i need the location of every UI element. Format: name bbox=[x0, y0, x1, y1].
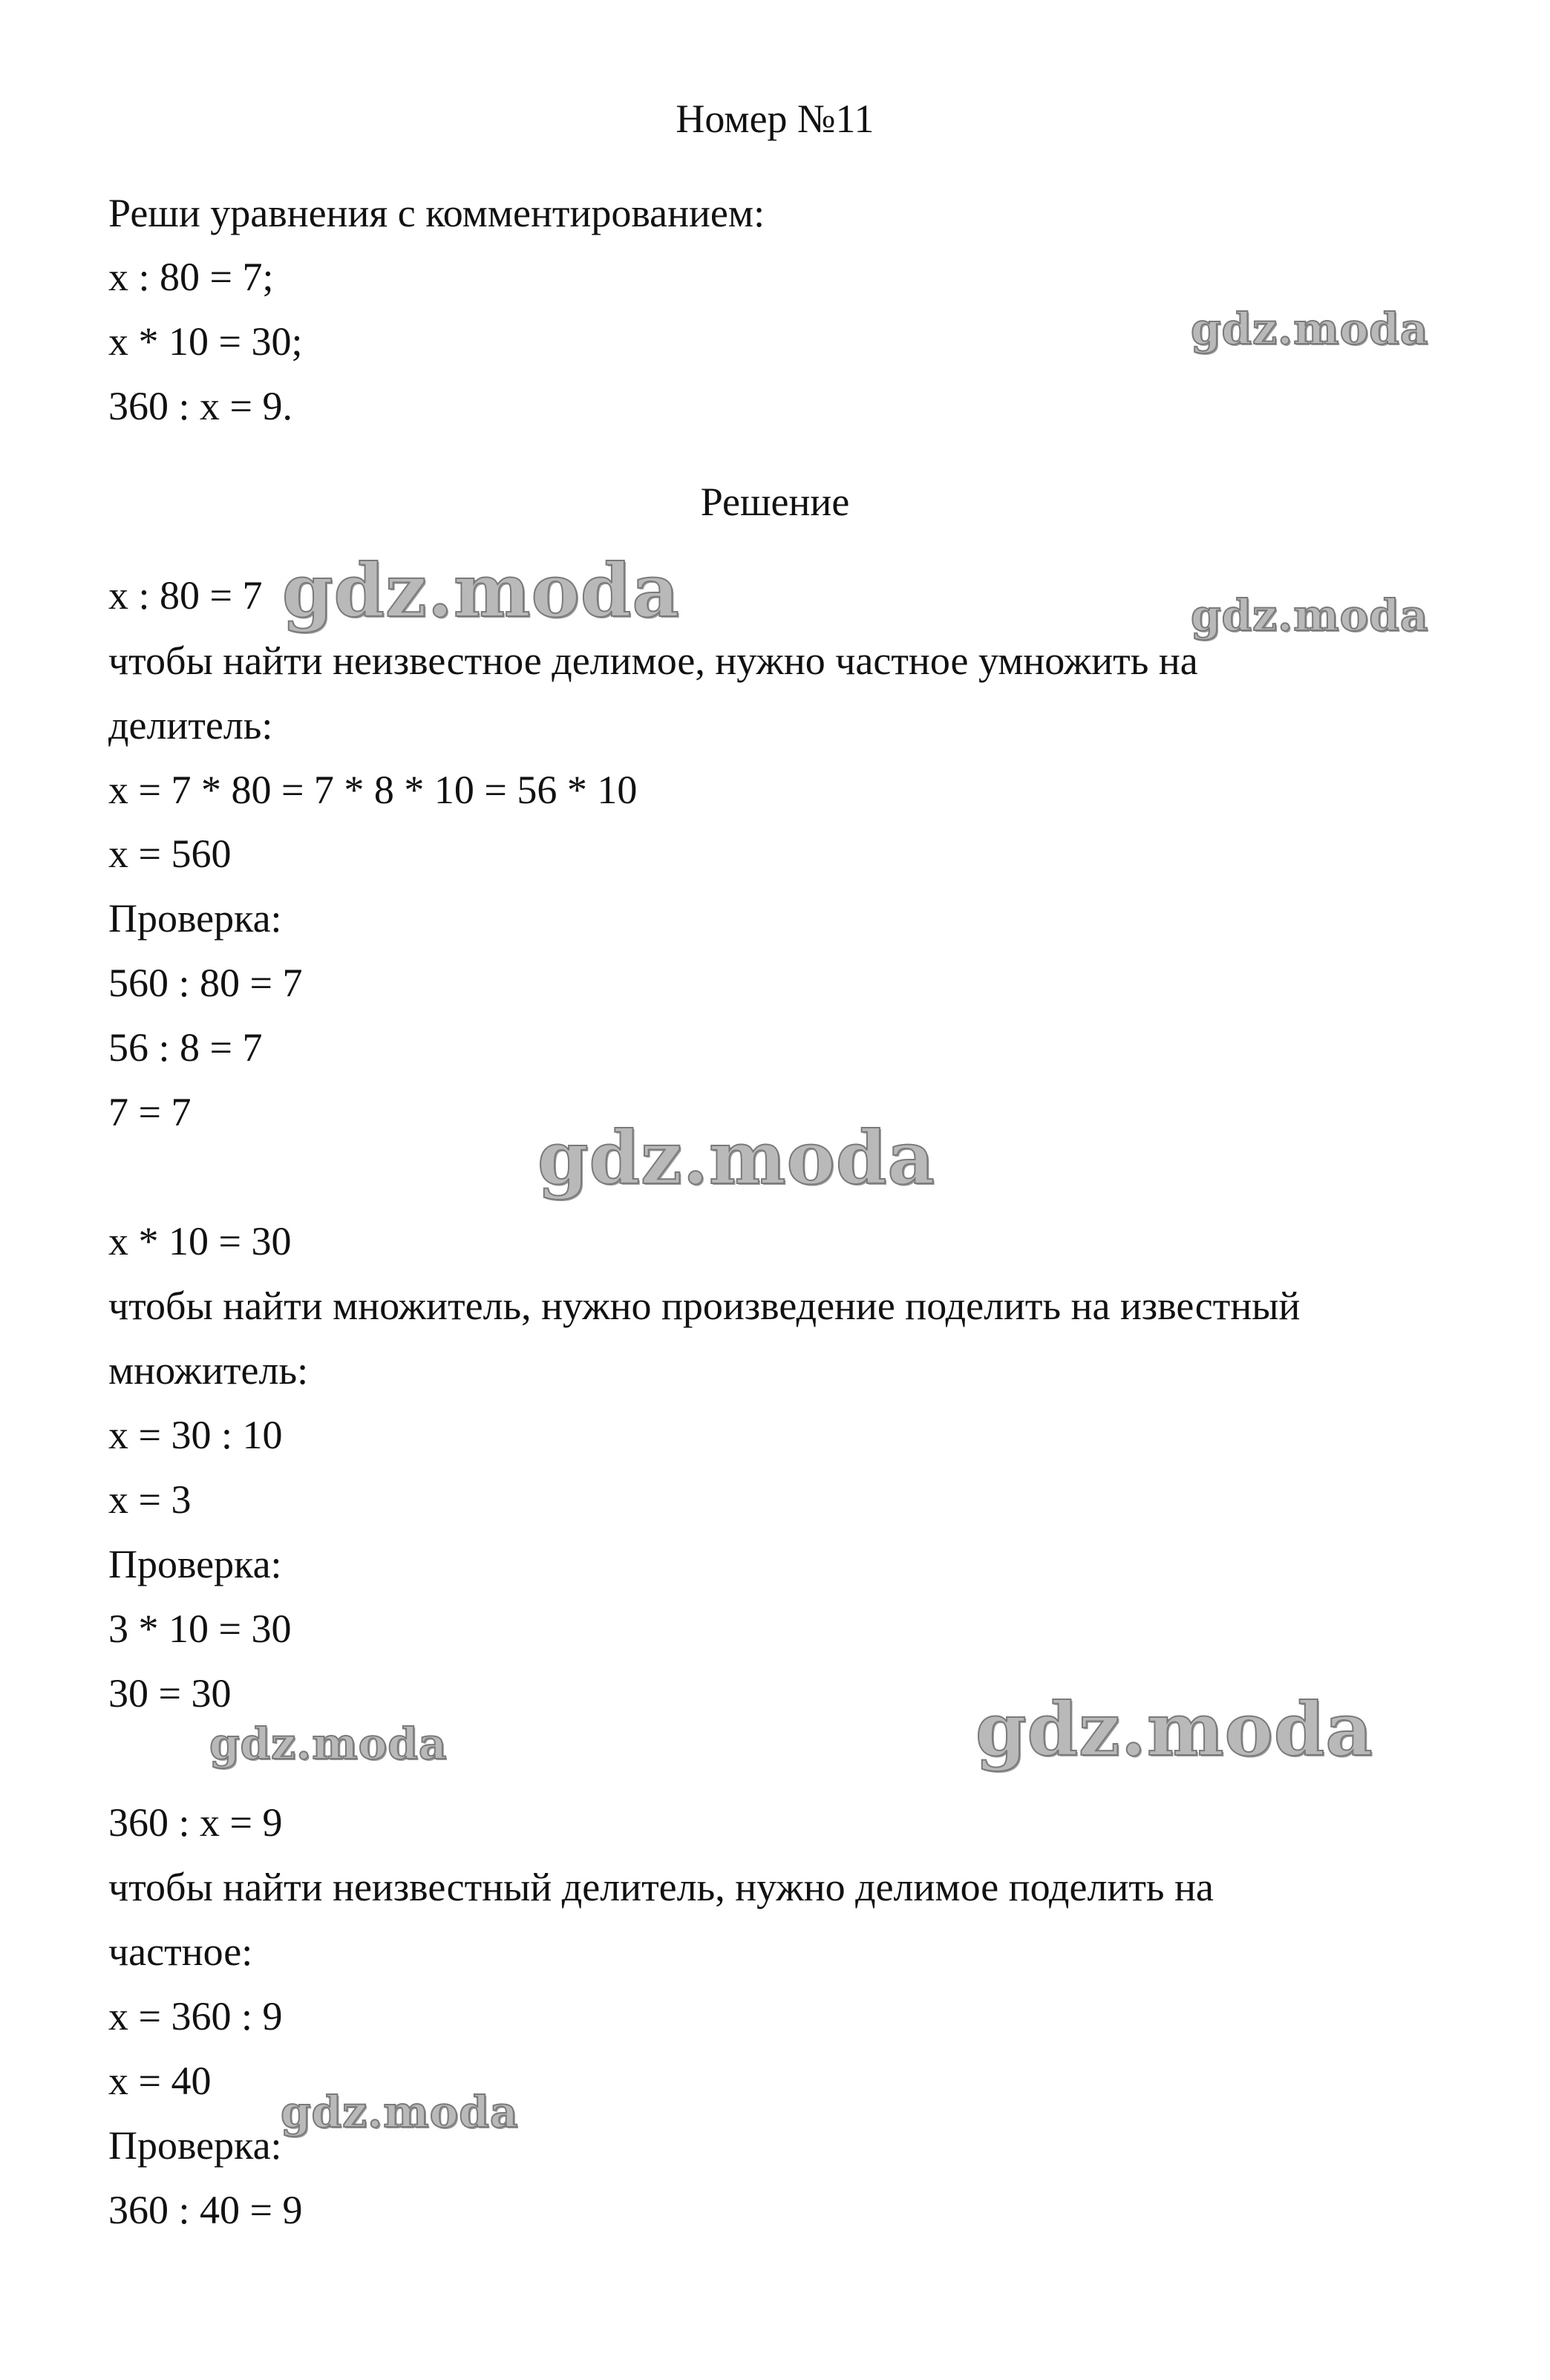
check-step: 360 : 40 = 9 bbox=[108, 2188, 303, 2232]
task-intro: Реши уравнения с комментированием: bbox=[108, 191, 765, 235]
solution-step: x = 3 bbox=[108, 1477, 192, 1522]
solution-step: x = 40 bbox=[108, 2059, 212, 2103]
task-equation: x * 10 = 30; bbox=[108, 319, 303, 364]
watermark: gdz.moda bbox=[1191, 590, 1429, 641]
check-step: 30 = 30 bbox=[108, 1671, 232, 1716]
watermark: gdz.moda bbox=[281, 2087, 519, 2137]
watermark: gdz.moda bbox=[282, 549, 680, 634]
rule-text: делитель: bbox=[108, 703, 273, 748]
solution-step: x = 360 : 9 bbox=[108, 1994, 283, 2039]
task-equation: x : 80 = 7; bbox=[108, 255, 274, 299]
rule-text: частное: bbox=[108, 1929, 253, 1974]
check-step: 56 : 8 = 7 bbox=[108, 1025, 263, 1070]
rule-text: чтобы найти неизвестное делимое, нужно частное умножить на bbox=[108, 638, 1198, 683]
check-step: 7 = 7 bbox=[108, 1090, 192, 1134]
rule-text: множитель: bbox=[108, 1348, 309, 1393]
check-step: 3 * 10 = 30 bbox=[108, 1606, 292, 1651]
page-title: Номер №11 bbox=[676, 97, 874, 141]
solution-step: x = 30 : 10 bbox=[108, 1413, 283, 1457]
check-label: Проверка: bbox=[108, 2123, 282, 2168]
solution-heading: Решение bbox=[700, 480, 850, 524]
equation-3: 360 : x = 9 bbox=[108, 1800, 283, 1845]
watermark: gdz.moda bbox=[209, 1719, 448, 1769]
equation-1: x : 80 = 7 bbox=[108, 573, 263, 618]
equation-2: x * 10 = 30 bbox=[108, 1219, 292, 1263]
check-label: Проверка: bbox=[108, 896, 282, 941]
solution-step: x = 7 * 80 = 7 * 8 * 10 = 56 * 10 bbox=[108, 768, 638, 812]
watermark: gdz.moda bbox=[537, 1116, 935, 1201]
watermark: gdz.moda bbox=[1191, 304, 1429, 354]
rule-text: чтобы найти множитель, нужно произведение поделить на известный bbox=[108, 1284, 1301, 1328]
solution-step: x = 560 bbox=[108, 831, 232, 876]
check-step: 560 : 80 = 7 bbox=[108, 961, 303, 1005]
task-equation: 360 : x = 9. bbox=[108, 384, 292, 428]
rule-text: чтобы найти неизвестный делитель, нужно делимое поделить на bbox=[108, 1865, 1214, 1909]
check-label: Проверка: bbox=[108, 1542, 282, 1586]
watermark: gdz.moda bbox=[975, 1687, 1373, 1773]
